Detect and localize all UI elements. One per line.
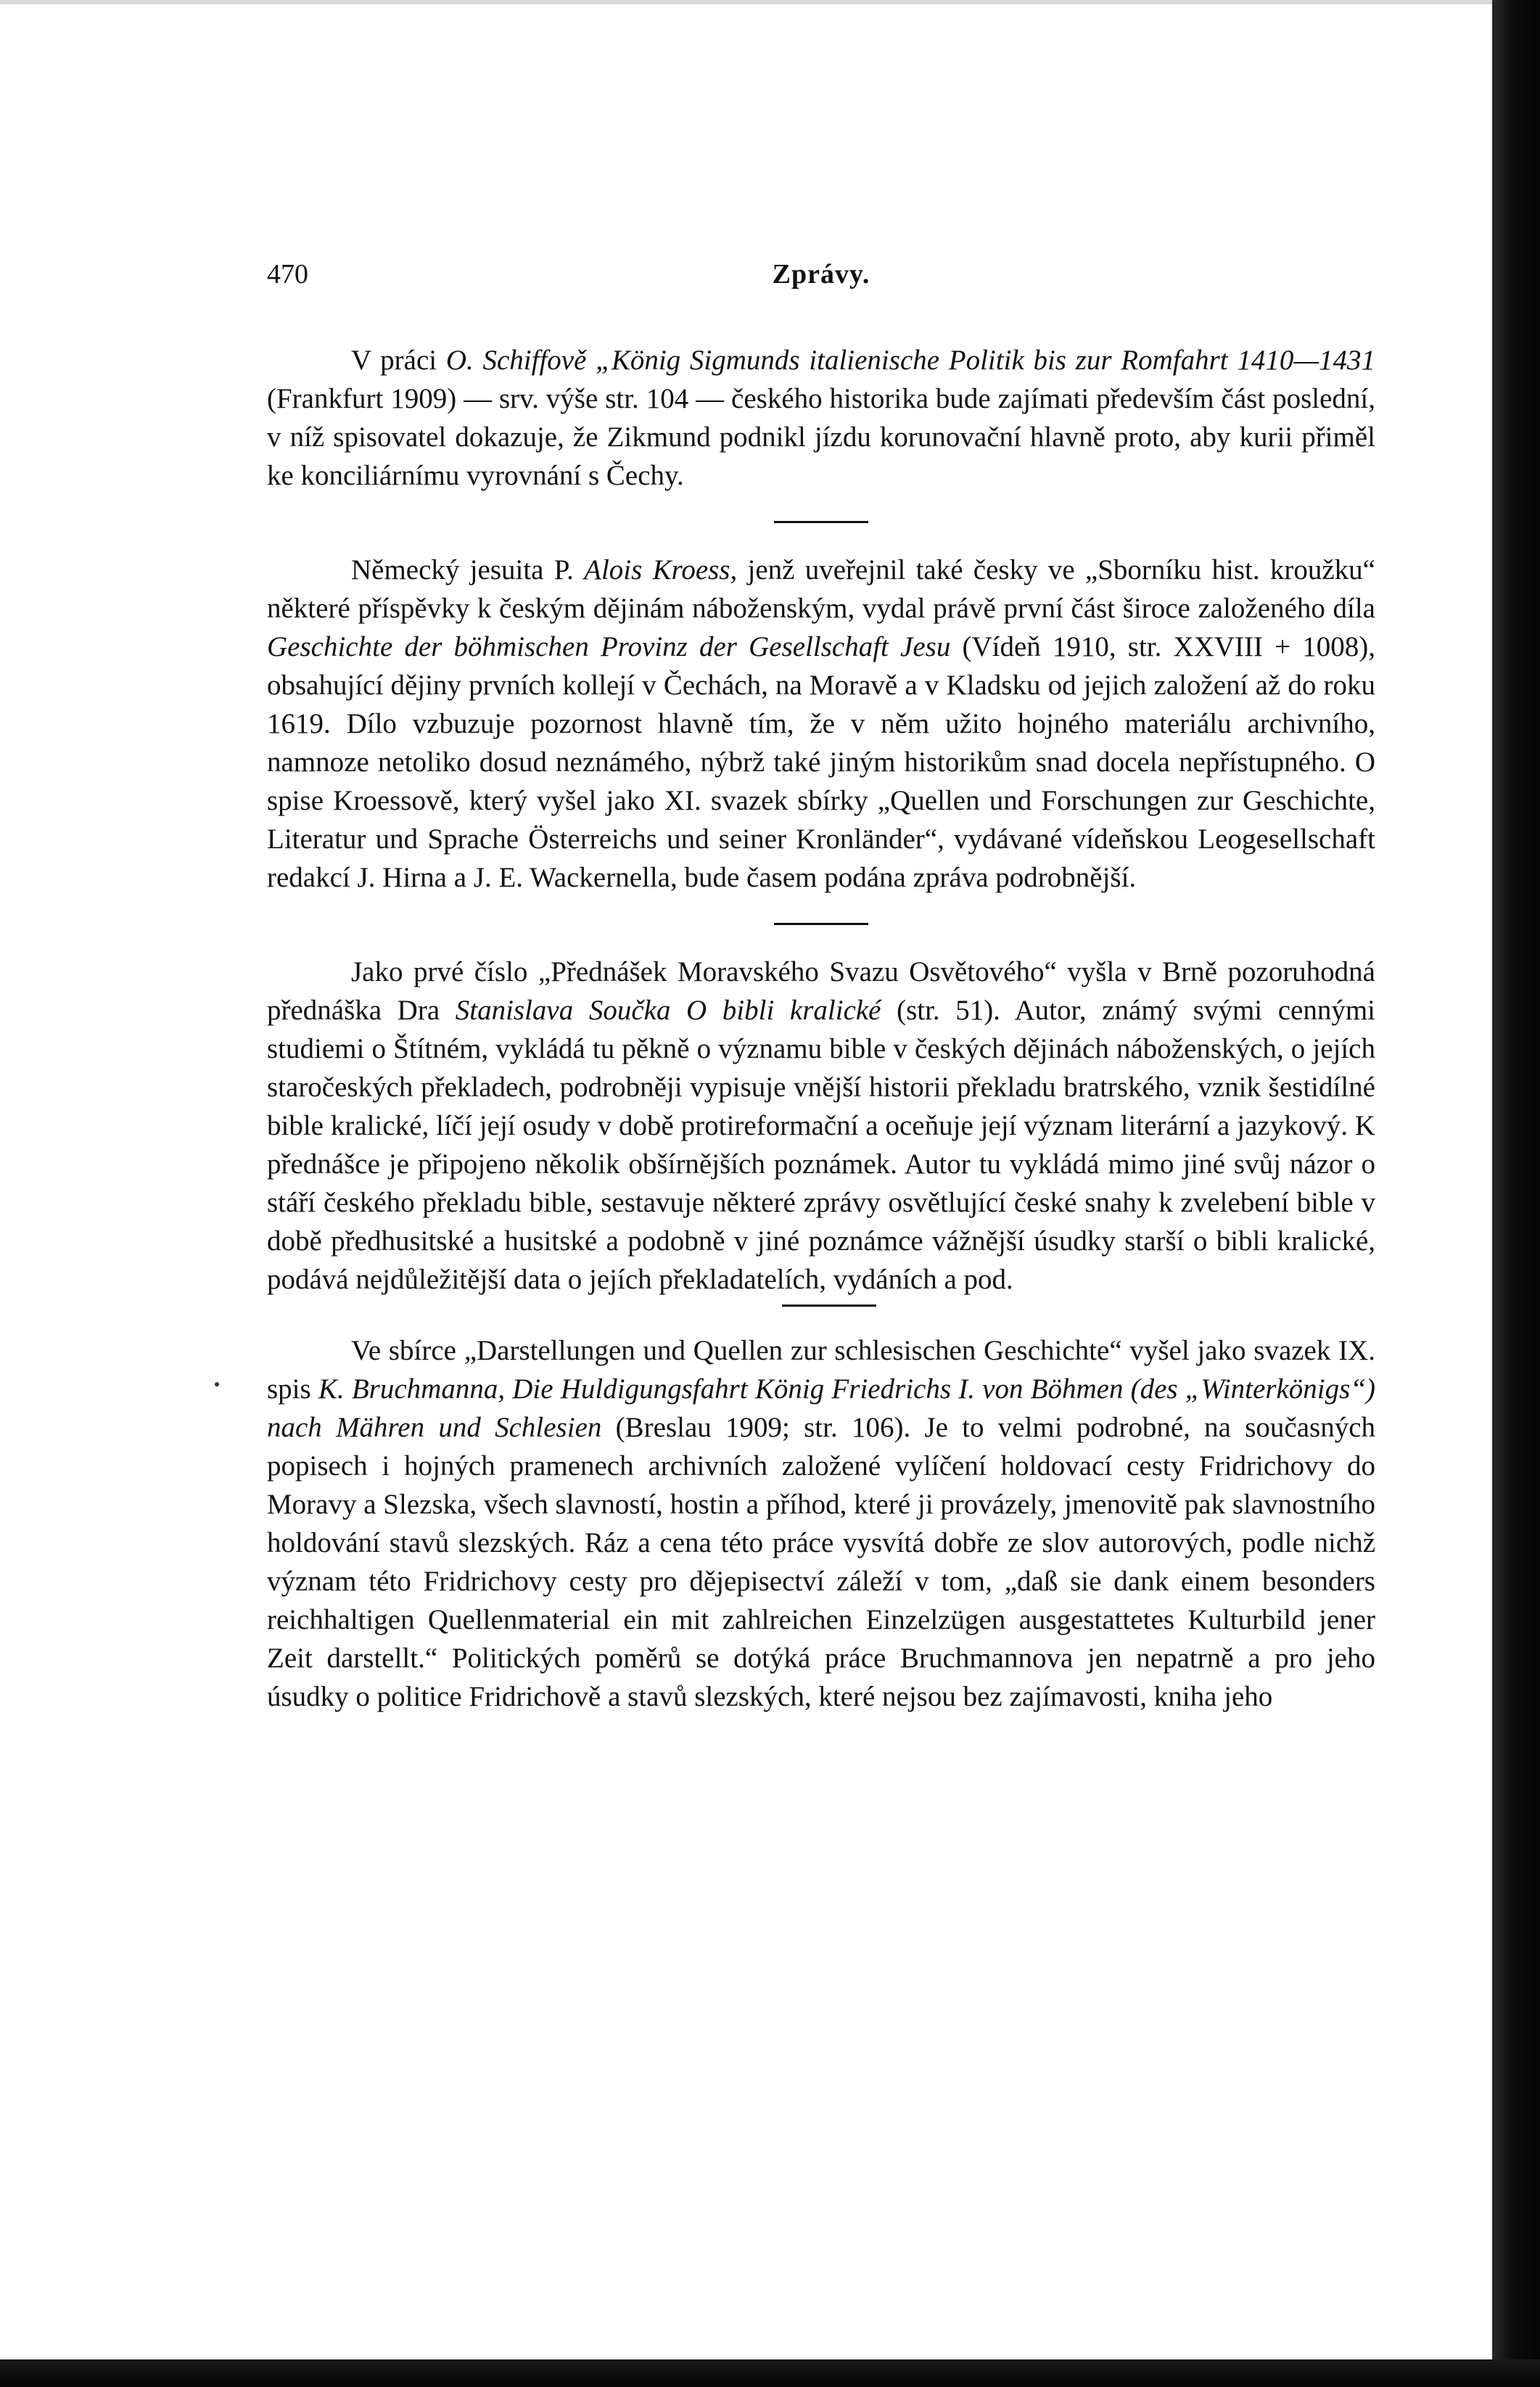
title-run: Stanislava Součka O bibli kralické bbox=[455, 995, 881, 1026]
text-run: (str. 51). Autor, známý svými cennými studiemi o Štítném, vykládá tu pěkně o významu bible v českých dějinách náboženských, o jejích staročeských překladech, podrobněji vypisuje vnější historii překladu bratrského, vznik šestidílné bible kralické, líčí její osudy v době protireformační a oceňuje její význam literární a jazykový. K přednášce je připojeno několik obšírnějších poznámek. Autor tu vykládá mimo jiné svůj názor o stáří českého překladu bible, sestavuje některé zprávy osvětlující české snahy k zvelebení bible v době předhusitské a husitské a podobně v jiné poznámce vážnější úsudky starší o bibli kralické, podává nejdůležitější data o jejích překladatelích, vydáních a pod. bbox=[267, 995, 1375, 1295]
text-run: Ve sbírce „Darstellungen und Quellen zur schlesischen Geschichte“ vyšel jako svazek IX. spis bbox=[267, 1335, 1375, 1405]
title-run: Geschichte der böhmischen Provinz der Gesellschaft Jesu bbox=[267, 631, 951, 662]
section-divider bbox=[782, 1305, 876, 1307]
page-header bbox=[267, 255, 1375, 299]
scan-right-border bbox=[1492, 0, 1540, 2387]
text-run: (Frankfurt 1909) — srv. výše str. 104 — českého historika bude zajímati především část poslední, v níž spisovatel dokazuje, že Zikmund podnikl jízdu korunovační hlavně proto, aby kurii přiměl ke konciliárnímu vyrovnání s Čechy. bbox=[267, 383, 1375, 491]
text-run: (Breslau 1909; str. 106). Je to velmi podrobné, na současných popisech i hojných pramenech archivních založené vylíčení holdovací cesty Fridrichovy do Moravy a Slezska, všech slavností, hostin a příhod, které ji provázely, jmenovitě pak slavnostního holdování stavů slezských. Ráz a cena této práce vysvítá dobře ze slov autorových, podle nichž význam této Fridrichovy cesty pro dějepisectví záleží v tom, „daß sie dank einem besonders reichhaltigen Quellenmaterial ein mit zahlreichen Einzelzügen ausgestattetes Kulturbild jener Zeit darstellt.“ Politických poměrů se dotýká práce Bruchmannova jen nepatrně a pro jeho úsudky o politice Fridrichově a stavů slezských, které nejsou bez zajímavosti, kniha jeho bbox=[267, 1412, 1375, 1712]
section-divider bbox=[774, 521, 868, 523]
text-run: V práci bbox=[351, 345, 446, 376]
running-head: Zprávy. bbox=[772, 259, 870, 289]
document-page bbox=[267, 255, 1375, 1716]
title-run: Alois Kroess bbox=[584, 554, 730, 586]
scan-top-edge bbox=[0, 0, 1494, 4]
paragraph-kroess bbox=[267, 551, 1375, 897]
scan-bottom-border bbox=[0, 2359, 1540, 2387]
paragraph-schiff bbox=[267, 341, 1375, 495]
page-number: 470 bbox=[267, 259, 308, 289]
section-divider bbox=[774, 923, 868, 925]
text-run: (Vídeň 1910, str. XXVIII + 1008), obsahující dějiny prvních kollejí v Čechách, na Moravě a v Kladsku od jejich založení až do roku 1619. Dílo vzbuzuje pozornost hlavně tím, že v něm užito hojného materiálu archivního, namnoze netoliko dosud neznámého, nýbrž také jiným historikům snad docela nepřístupného. O spise Kroessově, který vyšel jako XI. svazek sbírky „Quellen und Forschungen zur Geschichte, Literatur und Sprache Österreichs und seiner Kronländer“, vydávané vídeňskou Leogesellschaft redakcí J. Hirna a J. E. Wackernella, bude časem podána zpráva podrobnější. bbox=[267, 631, 1375, 893]
text-run: Německý jesuita P. bbox=[351, 554, 585, 586]
title-run: O. Schiffově „König Sigmunds italienische Politik bis zur Romfahrt 1410—1431 bbox=[445, 345, 1375, 376]
margin-speck bbox=[215, 1382, 219, 1386]
text-run: , jenž uveřejnil také česky ve „Sborníku hist. kroužku“ některé příspěvky k českým dějinám náboženským, vydal právě první část široce založeného díla bbox=[267, 554, 1375, 624]
text-run: Jako prvé číslo „Přednášek Moravského Svazu Osvětového“ vyšla v Brně pozoruhodná přednáška Dra bbox=[267, 956, 1375, 1026]
paragraph-soucek bbox=[267, 953, 1375, 1299]
paragraph-bruchmann bbox=[267, 1331, 1375, 1716]
title-run: K. Bruchmanna, Die Huldigungsfahrt König Friedrichs I. von Böhmen (des „Winterkönigs“) nach Mähren und Schlesien bbox=[267, 1373, 1375, 1443]
